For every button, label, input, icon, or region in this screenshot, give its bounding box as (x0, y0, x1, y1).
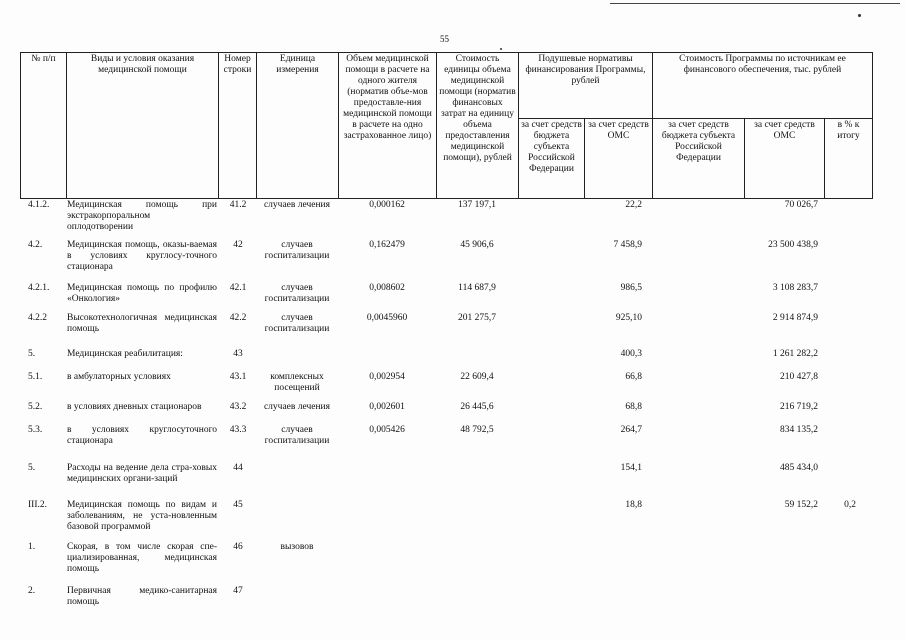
row-name: Медицинская помощь по видам и заболеваниям, не уста-новленным базовой программой (67, 500, 217, 532)
row-number: 5.1. (28, 372, 43, 382)
row-number: 5.2. (28, 402, 43, 412)
row-norm-oms: 22,2 (625, 200, 642, 210)
row-norm-oms: 925,10 (615, 313, 642, 323)
row-name: Первичная медико-санитарная помощь (67, 586, 217, 607)
row-name: в условиях дневных стационаров (67, 402, 202, 412)
header-norm-budget: за счет средств бюджета субъекта Российской Федерации (519, 119, 585, 199)
row-unit: случаев госпитализации (264, 283, 330, 304)
row-cost: 114 687,9 (458, 283, 496, 293)
row-number: 2. (28, 586, 36, 596)
row-norm-oms: 7 458,9 (613, 240, 642, 250)
row-volume: 0,002954 (369, 372, 405, 382)
row-code: 42.2 (229, 313, 247, 323)
table-header (20, 52, 873, 199)
row-volume: 0,008602 (369, 283, 405, 293)
row-code: 43.3 (229, 425, 247, 435)
row-volume: 0,0045960 (366, 313, 408, 323)
row-number: 4.2.2 (28, 313, 47, 323)
row-program-oms: 210 427,8 (780, 372, 818, 382)
row-unit: вызовов (280, 542, 314, 552)
row-name: в условиях круглосуточного стационара (67, 425, 217, 446)
row-program-oms: 2 914 874,9 (772, 313, 818, 323)
row-program-oms: 485 434,0 (780, 463, 818, 473)
row-cost: 22 609,4 (460, 372, 494, 382)
row-program-oms: 70 026,7 (784, 200, 818, 210)
scan-artifact (858, 14, 861, 17)
row-volume: 0,162479 (369, 240, 405, 250)
row-unit: случаев госпитализации (264, 425, 330, 446)
header-pct: в % к итогу (825, 119, 873, 199)
row-program-oms: 216 719,2 (780, 402, 818, 412)
row-percent: 0,2 (844, 500, 856, 510)
row-program-oms: 59 152,2 (784, 500, 818, 510)
row-number: 4.1.2. (28, 200, 50, 210)
row-code: 47 (233, 586, 243, 596)
header-unit: Единица измерения (257, 53, 339, 199)
row-code: 42.1 (229, 283, 247, 293)
row-norm-oms: 986,5 (620, 283, 642, 293)
row-cost: 26 445,6 (460, 402, 494, 412)
row-name: Медицинская помощь по профилю «Онкология» (67, 283, 217, 304)
row-norm-oms: 264,7 (620, 425, 642, 435)
row-code: 43 (233, 349, 243, 359)
row-code: 43.1 (229, 372, 247, 382)
row-unit: случаев госпитализации (264, 240, 330, 261)
row-name: Медицинская помощь при экстракорпоральном оплодотворении (67, 200, 217, 232)
row-number: 5. (28, 349, 36, 359)
row-volume: 0,005426 (369, 425, 405, 435)
header-prog-budget: за счет средств бюджета субъекта Российской Федерации (653, 119, 745, 199)
row-norm-oms: 68,8 (625, 402, 642, 412)
header-prog-oms: за счет средств ОМС (745, 119, 825, 199)
header-num: № п/п (21, 53, 67, 199)
scan-artifact (500, 48, 502, 50)
row-number: 5.3. (28, 425, 43, 435)
header-volume: Объем медицинской помощи в расчете на одного жителя (норматив объе-мов предоставле-ния медицинской помощи в расчете на одно застрахованное лицо) (339, 53, 437, 199)
row-cost: 137 197,1 (458, 200, 496, 210)
row-norm-oms: 66,8 (625, 372, 642, 382)
row-name: Скорая, в том числе скорая спе-циализированная, медицинская помощь (67, 542, 217, 574)
row-name: Медицинская реабилитация: (67, 349, 183, 359)
row-code: 42 (233, 240, 243, 250)
header-norm-oms: за счет средств ОМС (585, 119, 653, 199)
row-number: 1. (28, 542, 36, 552)
row-name: Высокотехнологичная медицинская помощь (67, 313, 217, 334)
row-code: 45 (233, 500, 243, 510)
page-number: 55 (440, 34, 449, 44)
row-number: 4.2. (28, 240, 43, 250)
row-number: 5. (28, 463, 36, 473)
row-unit: случаев лечения (263, 402, 331, 412)
row-cost: 45 906,6 (460, 240, 494, 250)
row-volume: 0,000162 (369, 200, 405, 210)
row-code: 46 (233, 542, 243, 552)
row-unit: случаев госпитализации (264, 313, 330, 334)
row-cost: 48 792,5 (460, 425, 494, 435)
scan-artifact (610, 3, 900, 4)
header-code: Номер строки (219, 53, 257, 199)
row-norm-oms: 400,3 (620, 349, 642, 359)
row-program-oms: 1 261 282,2 (772, 349, 818, 359)
row-volume: 0,002601 (369, 402, 405, 412)
row-number: III.2. (28, 500, 47, 510)
header-program-group: Стоимость Программы по источникам ее финансового обеспечения, тыс. рублей (653, 53, 873, 119)
row-code: 44 (233, 463, 243, 473)
row-code: 43.2 (229, 402, 247, 412)
row-number: 4.2.1. (28, 283, 50, 293)
row-unit: комплексных посещений (270, 372, 324, 393)
row-unit: случаев лечения (263, 200, 331, 210)
row-cost: 201 275,7 (458, 313, 496, 323)
row-code: 41.2 (229, 200, 247, 210)
row-program-oms: 3 108 283,7 (772, 283, 818, 293)
row-name: Медицинская помощь, оказы-ваемая в условиях круглосу-точного стационара (67, 240, 217, 272)
row-name: в амбулаторных условиях (67, 372, 171, 382)
header-norms-group: Подушевые нормативы финансирования Программы, рублей (519, 53, 653, 119)
header-kinds: Виды и условия оказания медицинской помощи (67, 53, 219, 199)
row-program-oms: 23 500 438,9 (768, 240, 818, 250)
row-norm-oms: 18,8 (625, 500, 642, 510)
header-cost: Стоимость единицы объема медицинской помощи (норматив финансовых затрат на единицу объема предоставления медицинской помощи), рублей (437, 53, 519, 199)
row-norm-oms: 154,1 (620, 463, 642, 473)
row-program-oms: 834 135,2 (780, 425, 818, 435)
row-name: Расходы на ведение дела стра-ховых медицинских органи-заций (67, 463, 217, 484)
